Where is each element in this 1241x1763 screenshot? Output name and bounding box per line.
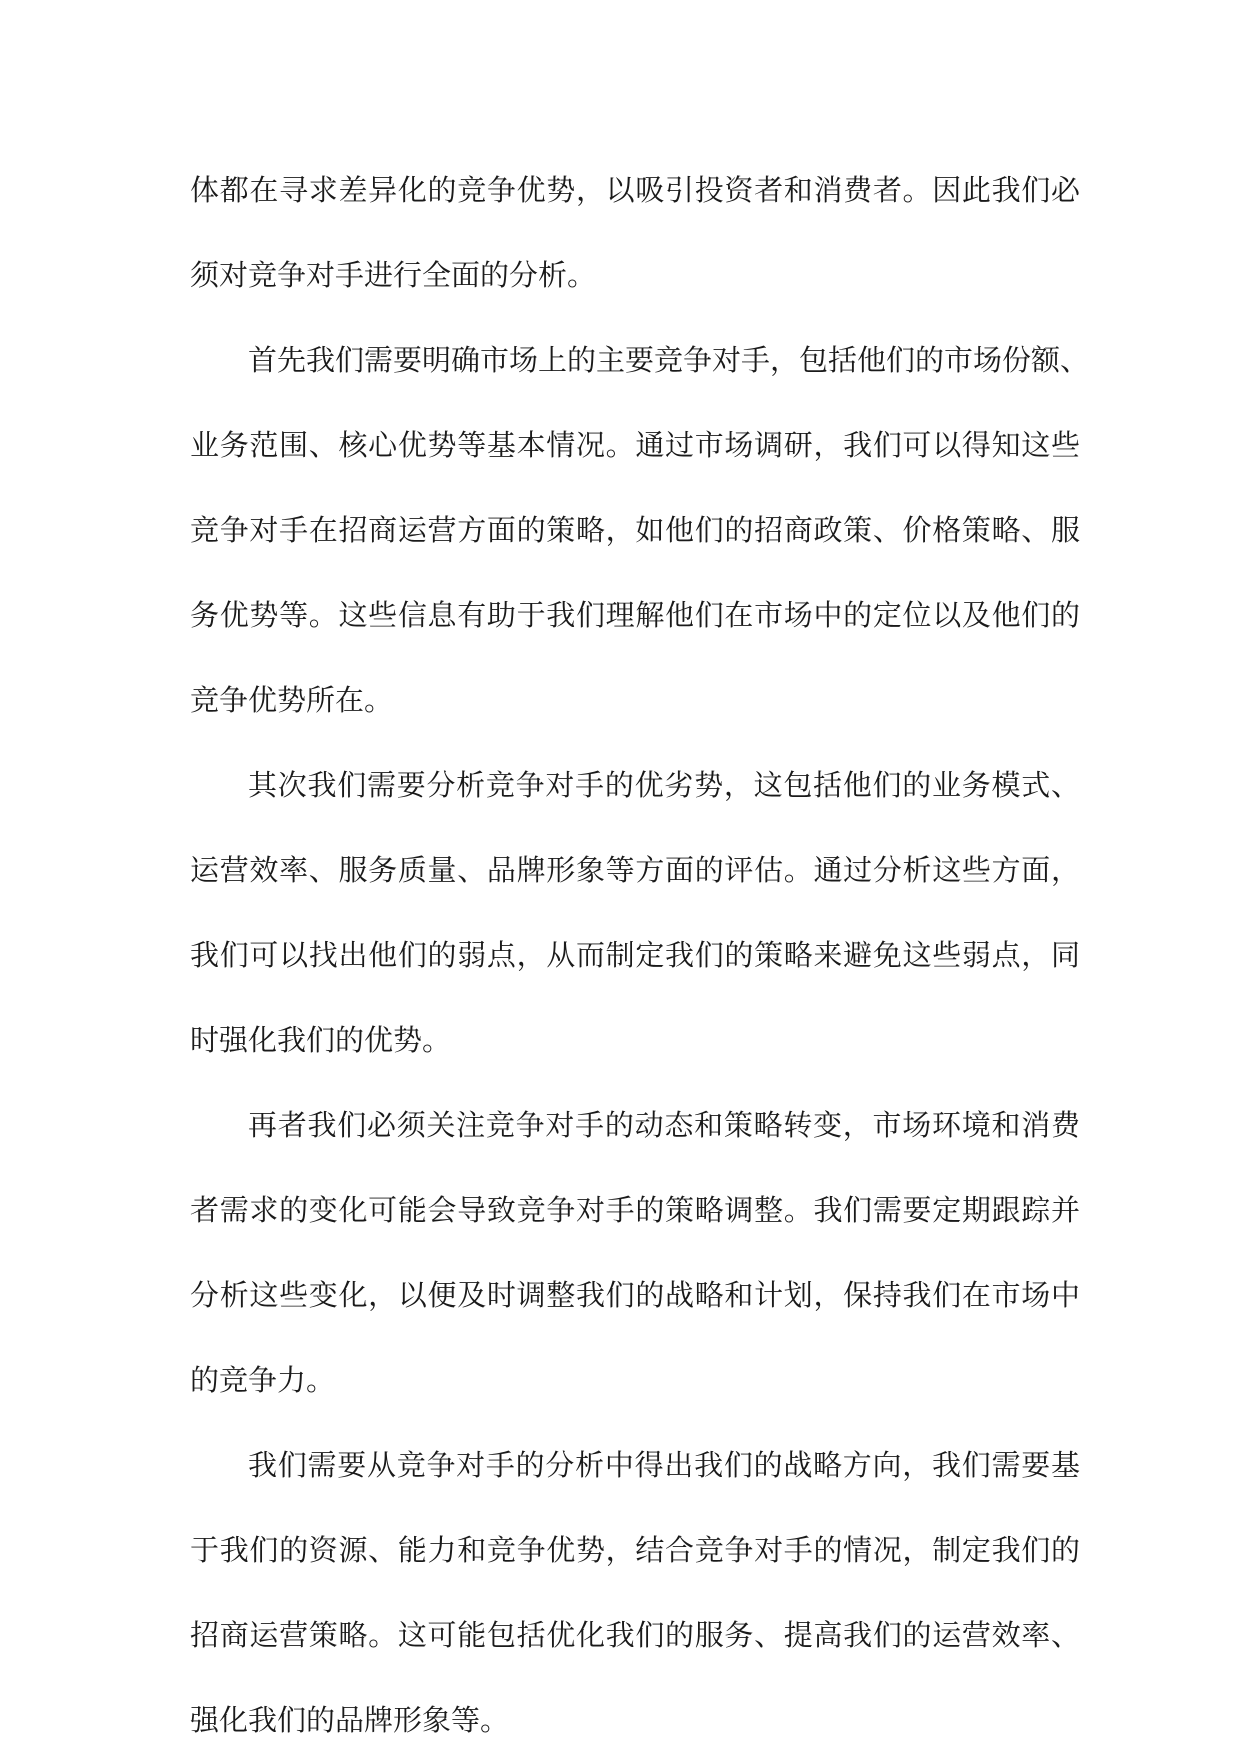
paragraph-line: 务优势等。这些信息有助于我们理解他们在市场中的定位以及他们的	[190, 598, 1080, 632]
paragraph-line: 竞争优势所在。	[190, 683, 394, 717]
paragraph-line: 其次我们需要分析竞争对手的优劣势，这包括他们的业务模式、	[248, 768, 1080, 802]
paragraph-line: 者需求的变化可能会导致竞争对手的策略调整。我们需要定期跟踪并	[190, 1193, 1080, 1227]
paragraph-line: 强化我们的品牌形象等。	[190, 1703, 510, 1737]
paragraph-line: 业务范围、核心优势等基本情况。通过市场调研，我们可以得知这些	[190, 428, 1080, 462]
paragraph-line: 我们可以找出他们的弱点，从而制定我们的策略来避免这些弱点，同	[190, 938, 1080, 972]
paragraph-line: 时强化我们的优势。	[190, 1023, 452, 1057]
paragraph-line: 首先我们需要明确市场上的主要竞争对手，包括他们的市场份额、	[248, 343, 1090, 377]
paragraph-line: 分析这些变化，以便及时调整我们的战略和计划，保持我们在市场中	[190, 1278, 1080, 1312]
body-text	[190, 148, 1090, 1763]
paragraph-line: 于我们的资源、能力和竞争优势，结合竞争对手的情况，制定我们的	[190, 1533, 1080, 1567]
paragraph-line: 我们需要从竞争对手的分析中得出我们的战略方向，我们需要基	[248, 1448, 1080, 1482]
paragraph-line: 体都在寻求差异化的竞争优势，以吸引投资者和消费者。因此我们必	[190, 173, 1080, 207]
paragraph-line: 的竞争力。	[190, 1363, 336, 1397]
paragraph-line: 招商运营策略。这可能包括优化我们的服务、提高我们的运营效率、	[190, 1618, 1080, 1652]
paragraph-line: 须对竞争对手进行全面的分析。	[190, 258, 597, 292]
paragraph-line: 运营效率、服务质量、品牌形象等方面的评估。通过分析这些方面，	[190, 853, 1080, 887]
paragraph-line: 再者我们必须关注竞争对手的动态和策略转变，市场环境和消费	[248, 1108, 1080, 1142]
paragraph-line: 竞争对手在招商运营方面的策略，如他们的招商政策、价格策略、服	[190, 513, 1080, 547]
